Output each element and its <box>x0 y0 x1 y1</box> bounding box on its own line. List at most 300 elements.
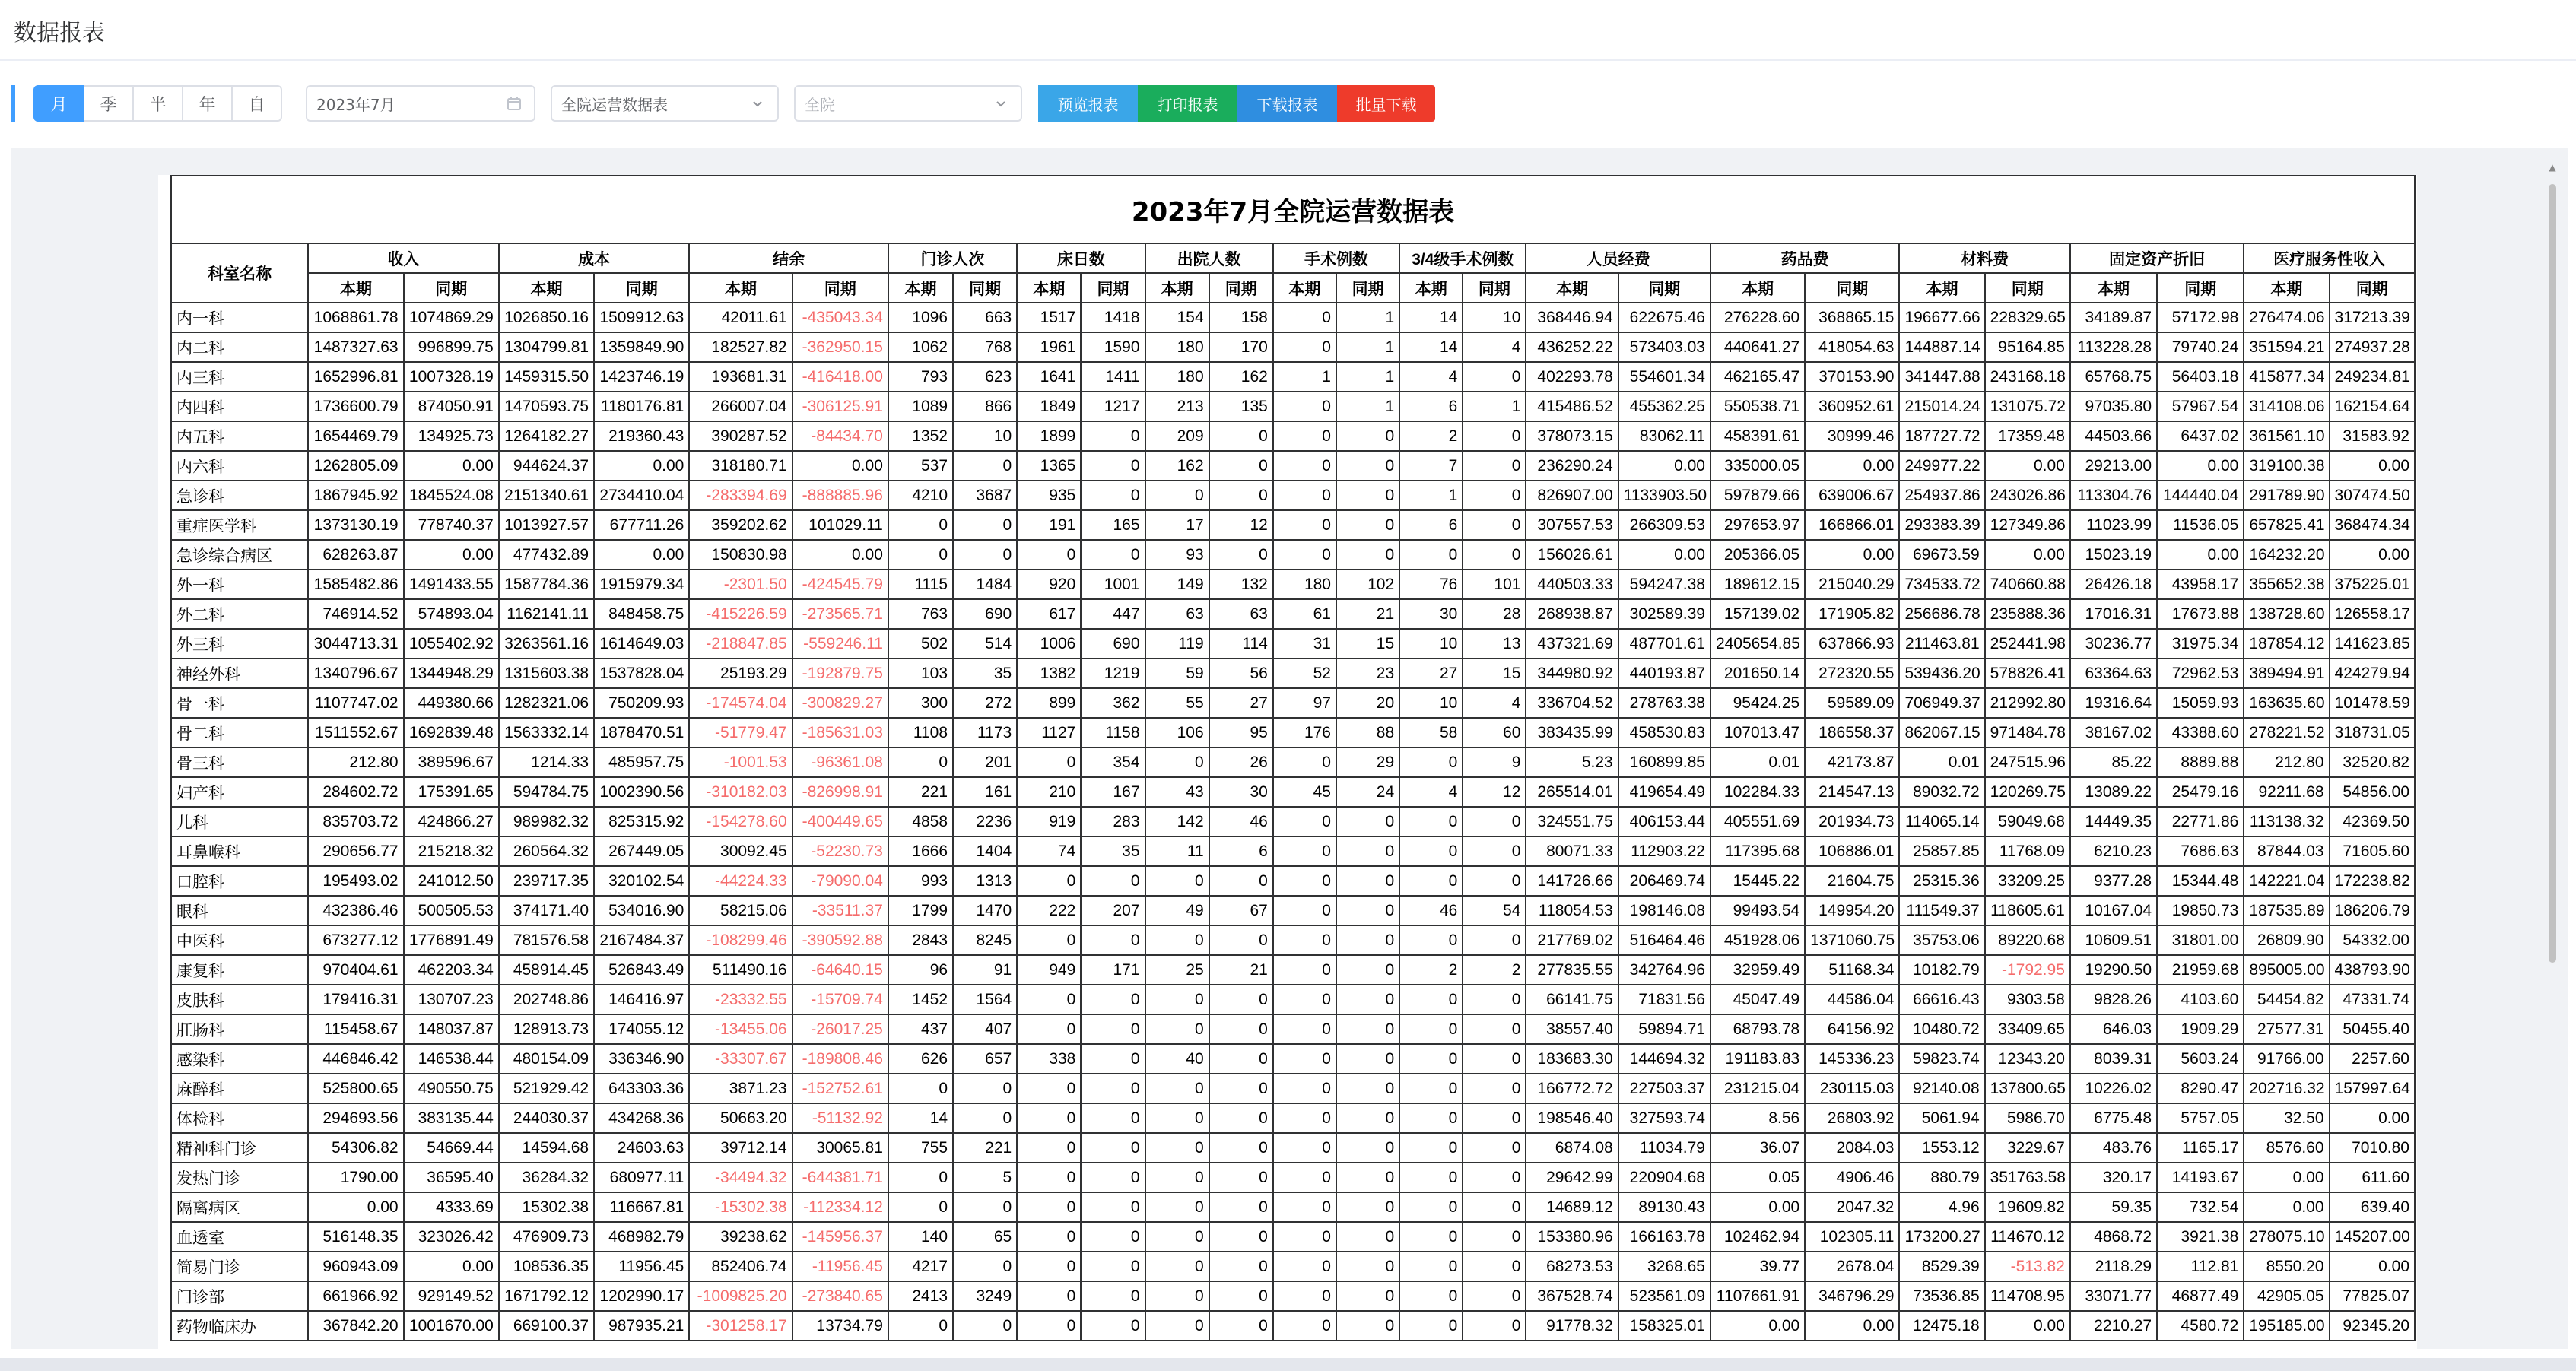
value-cell: 0 <box>1336 807 1399 836</box>
value-cell: 0 <box>1399 1192 1463 1222</box>
header-row-periods <box>171 273 2415 303</box>
value-cell: 42905.05 <box>2244 1281 2329 1311</box>
value-cell: 10 <box>953 421 1017 451</box>
value-cell: 215014.24 <box>1899 392 1984 421</box>
download-report-button[interactable]: 下载报表 <box>1237 85 1337 122</box>
value-cell: 214547.13 <box>1805 777 1899 807</box>
value-cell: 14193.67 <box>2157 1163 2244 1192</box>
value-cell: 0 <box>1399 1044 1463 1074</box>
value-cell: 58 <box>1399 718 1463 747</box>
value-cell: 33209.25 <box>1985 866 2070 896</box>
value-cell: 54306.82 <box>308 1133 403 1163</box>
value-cell: 201 <box>953 747 1017 777</box>
value-cell: 135 <box>1209 392 1273 421</box>
value-cell: -26017.25 <box>792 1014 888 1044</box>
value-cell: 102284.33 <box>1710 777 1805 807</box>
previous-period-header: 同期 <box>792 273 888 303</box>
value-cell: -273840.65 <box>792 1281 888 1311</box>
value-cell: 0.00 <box>1805 540 1899 570</box>
value-cell: 2167484.37 <box>594 925 689 955</box>
value-cell: 2734410.04 <box>594 481 689 510</box>
value-cell: 201650.14 <box>1710 659 1805 688</box>
value-cell: 50663.20 <box>689 1103 792 1133</box>
value-cell: 477432.89 <box>499 540 594 570</box>
value-cell: 91 <box>953 955 1017 985</box>
value-cell: 0 <box>1336 1281 1399 1311</box>
value-cell: 0 <box>1336 1192 1399 1222</box>
value-cell: 34189.87 <box>2070 303 2157 332</box>
dept-name-cell: 肛肠科 <box>171 1014 308 1044</box>
value-cell: 95 <box>1209 718 1273 747</box>
value-cell: 318731.05 <box>2330 718 2415 747</box>
value-cell: 537 <box>888 451 953 481</box>
value-cell: 13734.79 <box>792 1311 888 1341</box>
value-cell: 1418 <box>1081 303 1145 332</box>
value-cell: 11 <box>1145 836 1209 866</box>
value-cell: 1165.17 <box>2157 1133 2244 1163</box>
value-cell: 1026850.16 <box>499 303 594 332</box>
value-cell: 158 <box>1209 303 1273 332</box>
period-selector <box>33 85 282 122</box>
value-cell: 163635.60 <box>2244 688 2329 718</box>
value-cell: 4 <box>1463 688 1526 718</box>
value-cell: 25857.85 <box>1899 836 1984 866</box>
value-cell: 201934.73 <box>1805 807 1899 836</box>
value-cell: 374171.40 <box>499 896 594 925</box>
value-cell: 32520.82 <box>2330 747 2415 777</box>
value-cell: 278075.10 <box>2244 1222 2329 1252</box>
value-cell: 35 <box>953 659 1017 688</box>
period-half-year-button[interactable]: 半 <box>132 85 183 122</box>
table-row <box>171 1014 2415 1044</box>
value-cell: 0 <box>1463 421 1526 451</box>
value-cell: 0 <box>1336 1074 1399 1103</box>
calendar-icon <box>505 94 523 113</box>
value-cell: 1365 <box>1017 451 1081 481</box>
value-cell: 0 <box>1399 1281 1463 1311</box>
value-cell: 8.56 <box>1710 1103 1805 1133</box>
value-cell: 0 <box>1463 1163 1526 1192</box>
value-cell: 15344.48 <box>2157 866 2244 896</box>
value-cell: 10182.79 <box>1899 955 1984 985</box>
value-cell: 1352 <box>888 421 953 451</box>
value-cell: 0 <box>1081 540 1145 570</box>
value-cell: 142221.04 <box>2244 866 2329 896</box>
value-cell: 502 <box>888 629 953 659</box>
value-cell: 29642.99 <box>1526 1163 1618 1192</box>
scope-select[interactable] <box>794 85 1022 122</box>
period-year-button[interactable]: 年 <box>182 85 233 122</box>
value-cell: 370153.90 <box>1805 362 1899 392</box>
dept-name-cell: 眼科 <box>171 896 308 925</box>
value-cell: 0 <box>953 540 1017 570</box>
value-cell: 0 <box>1081 481 1145 510</box>
dept-name-cell: 外三科 <box>171 629 308 659</box>
value-cell: 0 <box>1273 1074 1336 1103</box>
previous-period-header: 同期 <box>1463 273 1526 303</box>
value-cell: 0 <box>1463 510 1526 540</box>
value-cell: 351763.58 <box>1985 1163 2070 1192</box>
value-cell: -826998.91 <box>792 777 888 807</box>
scroll-up-arrow-icon[interactable]: ▲ <box>2549 162 2556 173</box>
value-cell: -108299.46 <box>689 925 792 955</box>
value-cell: 367528.74 <box>1526 1281 1618 1311</box>
dept-header: 科室名称 <box>171 243 308 303</box>
value-cell: 244030.37 <box>499 1103 594 1133</box>
current-period-header: 本期 <box>1017 273 1081 303</box>
value-cell: 17673.88 <box>2157 599 2244 629</box>
value-cell: 49 <box>1145 896 1209 925</box>
value-cell: 0 <box>1081 1044 1145 1074</box>
scroll-thumb[interactable] <box>2549 184 2556 963</box>
dept-name-cell: 内二科 <box>171 332 308 362</box>
period-custom-button[interactable]: 自 <box>231 85 282 122</box>
table-row <box>171 1222 2415 1252</box>
value-cell: 852406.74 <box>689 1252 792 1281</box>
value-cell: 0 <box>1209 985 1273 1014</box>
value-cell: 0 <box>1081 866 1145 896</box>
value-cell: 375225.01 <box>2330 570 2415 599</box>
value-cell: 0 <box>1017 1311 1081 1341</box>
value-cell: 24 <box>1336 777 1399 807</box>
value-cell: 2210.27 <box>2070 1311 2157 1341</box>
value-cell: 307474.50 <box>2330 481 2415 510</box>
value-cell: 272320.55 <box>1805 659 1899 688</box>
dept-name-cell: 内五科 <box>171 421 308 451</box>
print-report-button[interactable]: 打印报表 <box>1138 85 1237 122</box>
value-cell: 389494.91 <box>2244 659 2329 688</box>
previous-period-header: 同期 <box>404 273 499 303</box>
value-cell: 1202990.17 <box>594 1281 689 1311</box>
value-cell: 0 <box>1017 747 1081 777</box>
value-cell: 145336.23 <box>1805 1044 1899 1074</box>
value-cell: 389596.67 <box>404 747 499 777</box>
value-cell: 24603.63 <box>594 1133 689 1163</box>
value-cell: 239717.35 <box>499 866 594 896</box>
value-cell: 111549.37 <box>1899 896 1984 925</box>
value-cell: 3229.67 <box>1985 1133 2070 1163</box>
value-cell: -145956.37 <box>792 1222 888 1252</box>
value-cell: 176 <box>1273 718 1336 747</box>
value-cell: 227503.37 <box>1618 1074 1710 1103</box>
value-cell: 14 <box>1399 303 1463 332</box>
value-cell: 59049.68 <box>1985 807 2070 836</box>
value-cell: 415877.34 <box>2244 362 2329 392</box>
value-cell: 93 <box>1145 540 1209 570</box>
dept-name-cell: 急诊科 <box>171 481 308 510</box>
value-cell: 793 <box>888 362 953 392</box>
dept-name-cell: 体检科 <box>171 1103 308 1133</box>
value-cell: 0.00 <box>404 1252 499 1281</box>
value-cell: 102 <box>1336 570 1399 599</box>
value-cell: 0 <box>1081 1163 1145 1192</box>
value-cell: 639.40 <box>2330 1192 2415 1222</box>
value-cell: -1792.95 <box>1985 955 2070 985</box>
horizontal-scrollbar-track <box>0 1358 2576 1371</box>
value-cell: 920 <box>1017 570 1081 599</box>
value-cell: 0 <box>1017 1252 1081 1281</box>
value-cell: 446846.42 <box>308 1044 403 1074</box>
value-cell: 27 <box>1399 659 1463 688</box>
table-row <box>171 332 2415 362</box>
value-cell: 368474.34 <box>2330 510 2415 540</box>
value-cell: 30065.81 <box>792 1133 888 1163</box>
value-cell: 85.22 <box>2070 747 2157 777</box>
value-cell: 60 <box>1463 718 1526 747</box>
value-cell: 213 <box>1145 392 1209 421</box>
value-cell: 91766.00 <box>2244 1044 2329 1074</box>
month-picker[interactable] <box>306 85 535 122</box>
dept-name-cell: 血透室 <box>171 1222 308 1252</box>
value-cell: 483.76 <box>2070 1133 2157 1163</box>
value-cell: 0 <box>1017 1192 1081 1222</box>
value-cell: 189612.15 <box>1710 570 1805 599</box>
value-cell: 101 <box>1463 570 1526 599</box>
value-cell: 92211.68 <box>2244 777 2329 807</box>
report-type-select[interactable] <box>551 85 779 122</box>
value-cell: 1909.29 <box>2157 1014 2244 1044</box>
value-cell: 0 <box>1145 1311 1209 1341</box>
value-cell: 180 <box>1273 570 1336 599</box>
value-cell: 0 <box>1463 362 1526 392</box>
value-cell: 31975.34 <box>2157 629 2244 659</box>
value-cell: 0 <box>953 1252 1017 1281</box>
value-cell: 573403.03 <box>1618 332 1710 362</box>
value-cell: 265514.01 <box>1526 777 1618 807</box>
current-period-header: 本期 <box>1399 273 1463 303</box>
period-quarter-button[interactable]: 季 <box>83 85 134 122</box>
group-header: 固定资产折旧 <box>2070 243 2244 273</box>
table-row <box>171 1281 2415 1311</box>
value-cell: 0 <box>888 1311 953 1341</box>
table-row <box>171 836 2415 866</box>
value-cell: 0 <box>1209 1192 1273 1222</box>
value-cell: 72962.53 <box>2157 659 2244 688</box>
value-cell: 451928.06 <box>1710 925 1805 955</box>
value-cell: 59894.71 <box>1618 1014 1710 1044</box>
value-cell: 114708.95 <box>1985 1281 2070 1311</box>
value-cell: 1692839.48 <box>404 718 499 747</box>
value-cell: 186558.37 <box>1805 718 1899 747</box>
value-cell: 626 <box>888 1044 953 1074</box>
value-cell: 102462.94 <box>1710 1222 1805 1252</box>
accent-bar <box>11 85 15 122</box>
table-row <box>171 718 2415 747</box>
value-cell: 212.80 <box>2244 747 2329 777</box>
value-cell: 419654.49 <box>1618 777 1710 807</box>
value-cell: 1487327.63 <box>308 332 403 362</box>
value-cell: 7686.63 <box>2157 836 2244 866</box>
value-cell: 228329.65 <box>1985 303 2070 332</box>
value-cell: 0 <box>1145 747 1209 777</box>
value-cell: 320102.54 <box>594 866 689 896</box>
value-cell: 458914.45 <box>499 955 594 985</box>
value-cell: 0 <box>1336 451 1399 481</box>
value-cell: -513.82 <box>1985 1252 2070 1281</box>
value-cell: 1068861.78 <box>308 303 403 332</box>
value-cell: 1452 <box>888 985 953 1014</box>
value-cell: 0 <box>1017 1103 1081 1133</box>
value-cell: 267449.05 <box>594 836 689 866</box>
value-cell: 1055402.92 <box>404 629 499 659</box>
period-month-button[interactable]: 月 <box>33 85 84 122</box>
value-cell: 56403.18 <box>2157 362 2244 392</box>
batch-download-button[interactable]: 批量下载 <box>1337 85 1435 122</box>
value-cell: 1013927.57 <box>499 510 594 540</box>
value-cell: 2413 <box>888 1281 953 1311</box>
value-cell: 402293.78 <box>1526 362 1618 392</box>
value-cell: 65768.75 <box>2070 362 2157 392</box>
table-row <box>171 659 2415 688</box>
dept-name-cell: 骨三科 <box>171 747 308 777</box>
value-cell: 5 <box>953 1163 1017 1192</box>
value-cell: 221 <box>953 1133 1017 1163</box>
value-cell: 0 <box>1399 866 1463 896</box>
value-cell: 0 <box>1273 836 1336 866</box>
value-cell: 5603.24 <box>2157 1044 2244 1074</box>
table-row <box>171 955 2415 985</box>
value-cell: 277835.55 <box>1526 955 1618 985</box>
dept-name-cell: 重症医学科 <box>171 510 308 540</box>
value-cell: 0 <box>1463 1044 1526 1074</box>
value-cell: 661966.92 <box>308 1281 403 1311</box>
value-cell: 0 <box>1209 1163 1273 1192</box>
value-cell: 848458.75 <box>594 599 689 629</box>
value-cell: 1553.12 <box>1899 1133 1984 1163</box>
value-cell: 734533.72 <box>1899 570 1984 599</box>
value-cell: 874050.91 <box>404 392 499 421</box>
value-cell: 0 <box>1209 421 1273 451</box>
value-cell: 0 <box>1209 540 1273 570</box>
previous-period-header: 同期 <box>1081 273 1145 303</box>
dept-name-cell: 妇产科 <box>171 777 308 807</box>
value-cell: 987935.21 <box>594 1311 689 1341</box>
value-cell: 0 <box>1209 1311 1273 1341</box>
value-cell: 1 <box>1336 332 1399 362</box>
value-cell: 11034.79 <box>1618 1133 1710 1163</box>
value-cell: 3921.38 <box>2157 1222 2244 1252</box>
value-cell: 1096 <box>888 303 953 332</box>
value-cell: 646.03 <box>2070 1014 2157 1044</box>
value-cell: 36.07 <box>1710 1133 1805 1163</box>
value-cell: 643303.36 <box>594 1074 689 1103</box>
value-cell: 43 <box>1145 777 1209 807</box>
value-cell: -185631.03 <box>792 718 888 747</box>
value-cell: 0 <box>1336 1103 1399 1133</box>
value-cell: 1173 <box>953 718 1017 747</box>
value-cell: 0 <box>1463 807 1526 836</box>
value-cell: 211463.81 <box>1899 629 1984 659</box>
value-cell: 1001670.00 <box>404 1311 499 1341</box>
value-cell: 102305.11 <box>1805 1222 1899 1252</box>
value-cell: 154 <box>1145 303 1209 332</box>
previous-period-header: 同期 <box>1805 273 1899 303</box>
value-cell: 487701.61 <box>1618 629 1710 659</box>
table-row <box>171 421 2415 451</box>
value-cell: 0 <box>1273 421 1336 451</box>
value-cell: 944624.37 <box>499 451 594 481</box>
table-row <box>171 599 2415 629</box>
value-cell: 458391.61 <box>1710 421 1805 451</box>
value-cell: 0 <box>1336 955 1399 985</box>
value-cell: 0.00 <box>2330 540 2415 570</box>
value-cell: 95424.25 <box>1710 688 1805 718</box>
value-cell: 117395.68 <box>1710 836 1805 866</box>
value-cell: 1790.00 <box>308 1163 403 1192</box>
value-cell: 336704.52 <box>1526 688 1618 718</box>
current-period-header: 本期 <box>1526 273 1618 303</box>
value-cell: -112334.12 <box>792 1192 888 1222</box>
value-cell: 360952.61 <box>1805 392 1899 421</box>
value-cell: 148037.87 <box>404 1014 499 1044</box>
value-cell: 0.00 <box>792 540 888 570</box>
value-cell: 65 <box>953 1222 1017 1252</box>
value-cell: 449380.66 <box>404 688 499 718</box>
value-cell: 324551.75 <box>1526 807 1618 836</box>
value-cell: 13089.22 <box>2070 777 2157 807</box>
preview-report-button[interactable]: 预览报表 <box>1038 85 1138 122</box>
value-cell: 0.00 <box>1985 451 2070 481</box>
value-cell: 1 <box>1399 481 1463 510</box>
dept-name-cell: 耳鼻喉科 <box>171 836 308 866</box>
value-cell: 1074869.29 <box>404 303 499 332</box>
value-cell: 0 <box>1273 955 1336 985</box>
value-cell: 1282321.06 <box>499 688 594 718</box>
value-cell: 30 <box>1209 777 1273 807</box>
value-cell: 39712.14 <box>689 1133 792 1163</box>
current-period-header: 本期 <box>499 273 594 303</box>
value-cell: 243026.86 <box>1985 481 2070 510</box>
value-cell: 89220.68 <box>1985 925 2070 955</box>
value-cell: 440193.87 <box>1618 659 1710 688</box>
value-cell: 106 <box>1145 718 1209 747</box>
value-cell: 191183.83 <box>1710 1044 1805 1074</box>
value-cell: 1133903.50 <box>1618 481 1710 510</box>
value-cell: 468982.79 <box>594 1222 689 1252</box>
value-cell: 971484.78 <box>1985 718 2070 747</box>
value-cell: 217769.02 <box>1526 925 1618 955</box>
table-row <box>171 1103 2415 1133</box>
value-cell: 14689.12 <box>1526 1192 1618 1222</box>
value-cell: 1313 <box>953 866 1017 896</box>
value-cell: 87844.03 <box>2244 836 2329 866</box>
value-cell: 187854.12 <box>2244 629 2329 659</box>
value-cell: -44224.33 <box>689 866 792 896</box>
value-cell: 21604.75 <box>1805 866 1899 896</box>
value-cell: 354 <box>1081 747 1145 777</box>
value-cell: 0 <box>1017 1074 1081 1103</box>
value-cell: 0 <box>1145 1222 1209 1252</box>
value-cell: 25479.16 <box>2157 777 2244 807</box>
value-cell: 1776891.49 <box>404 925 499 955</box>
value-cell: 11536.05 <box>2157 510 2244 540</box>
value-cell: 0 <box>1463 1133 1526 1163</box>
value-cell: 0.01 <box>1899 747 1984 777</box>
value-cell: 4210 <box>888 481 953 510</box>
value-cell: 0 <box>1017 985 1081 1014</box>
value-cell: 256686.78 <box>1899 599 1984 629</box>
value-cell: 0 <box>1209 1103 1273 1133</box>
value-cell: 899 <box>1017 688 1081 718</box>
value-cell: 54 <box>1463 896 1526 925</box>
report-type-value: 全院运营数据表 <box>561 95 668 114</box>
value-cell: 4858 <box>888 807 953 836</box>
vertical-scrollbar[interactable] <box>2547 162 2558 963</box>
value-cell: 0 <box>1336 1311 1399 1341</box>
value-cell: 0.00 <box>1805 1311 1899 1341</box>
value-cell: 0 <box>1336 421 1399 451</box>
value-cell: 826907.00 <box>1526 481 1618 510</box>
